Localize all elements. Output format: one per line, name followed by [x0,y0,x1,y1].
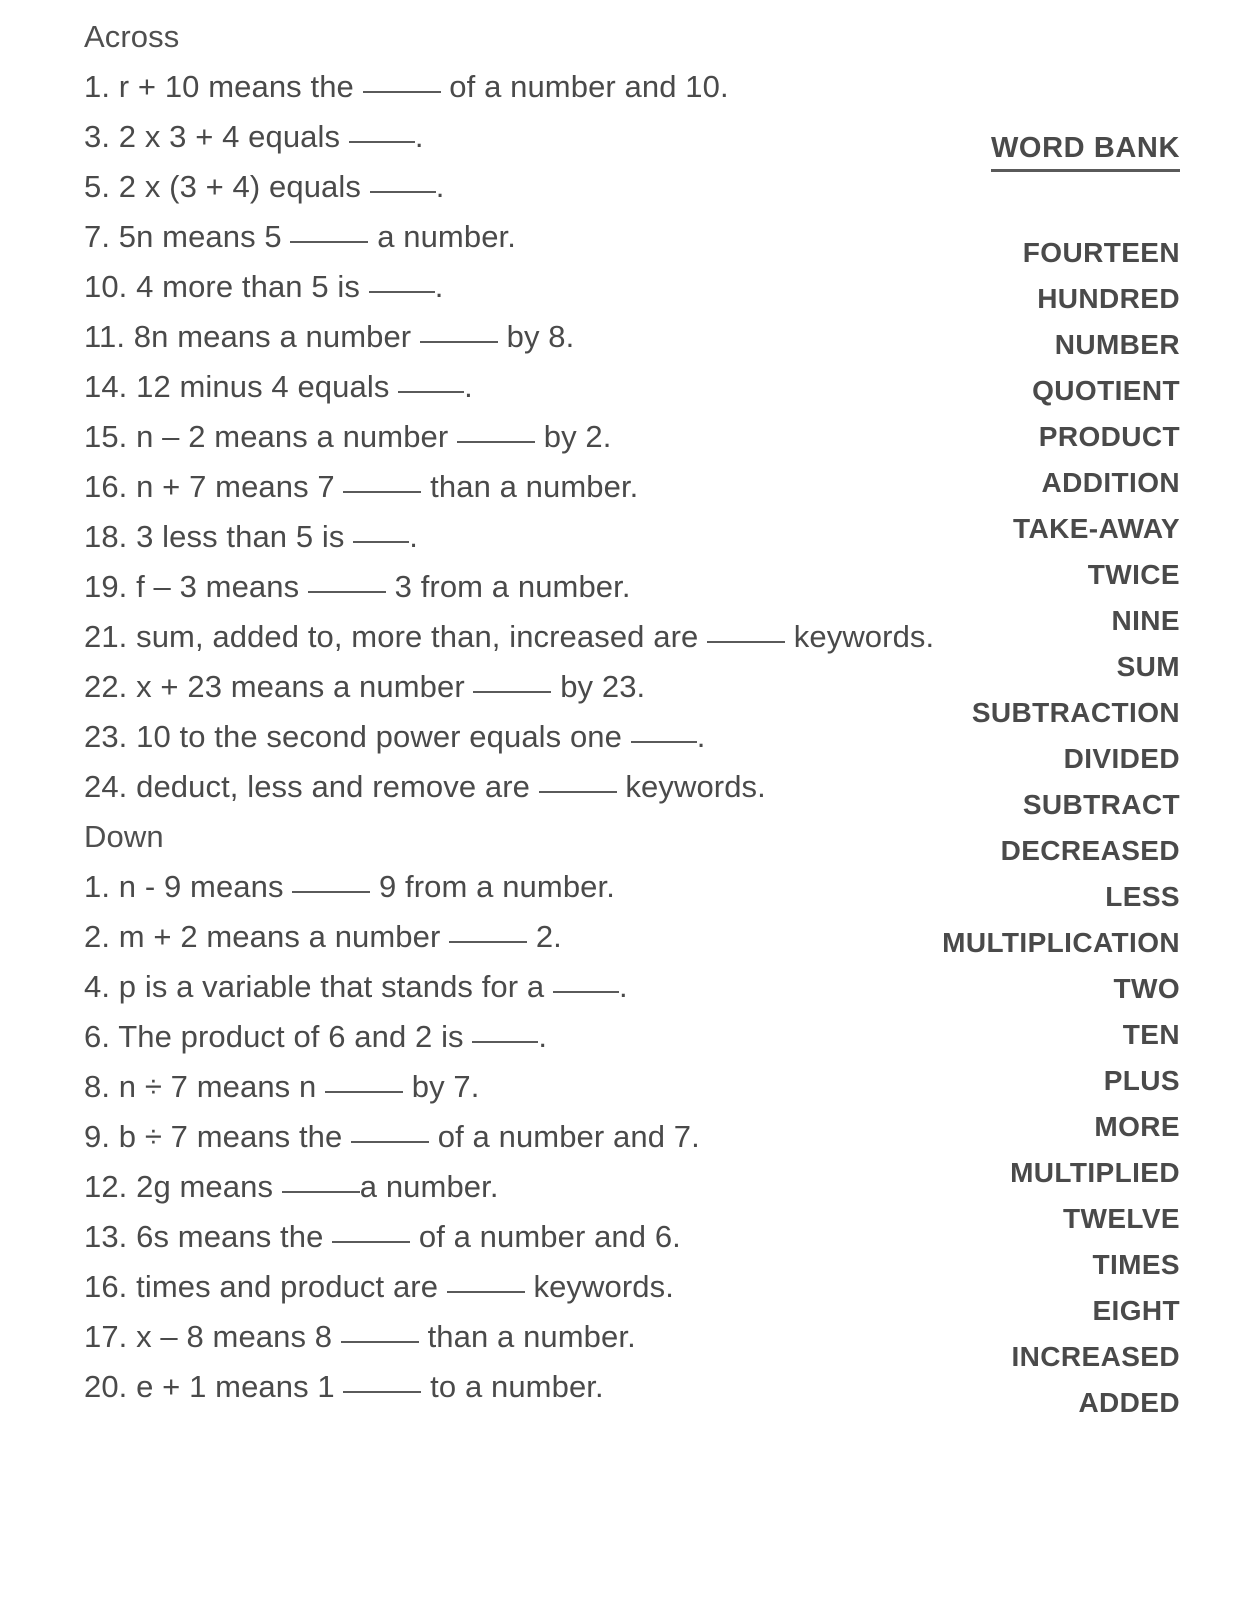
clue-text-after-blank: . [409,519,418,554]
word-bank-item[interactable]: MULTIPLICATION [942,927,1180,958]
clue-number: 6. [84,1019,111,1054]
clue-text-after-blank: . [696,719,706,754]
clue-across-11 [84,312,984,362]
clue-down-2 [84,912,984,962]
clue-text-after-blank: by 2. [535,419,612,454]
clue-down-9 [84,1112,984,1162]
answer-blank[interactable] [369,291,435,293]
word-bank [850,128,1180,1426]
word-bank-item[interactable]: TWELVE [1063,1203,1180,1234]
clue-number: 16. [84,469,128,504]
clue-text-after-blank: than a number. [418,1319,636,1354]
clue-text-after-blank: by 7. [403,1069,480,1104]
clue-across-1 [84,62,984,112]
clue-text-before-blank: sum, added to, more than, increased are [127,619,708,654]
word-bank-item[interactable]: TIMES [1092,1249,1180,1280]
word-bank-item[interactable]: MORE [1094,1111,1180,1142]
clue-text-before-blank: e + 1 means 1 [127,1369,344,1404]
clue-text-before-blank: 6s means the [127,1219,333,1254]
clue-text-after-blank: keywords. [524,1269,674,1304]
clue-across-7 [84,212,984,262]
word-bank-item[interactable]: PRODUCT [1038,421,1180,452]
clue-text-after-blank: . [538,1019,548,1054]
clue-across-15 [84,412,984,462]
answer-blank[interactable] [292,891,370,893]
clue-down-13 [84,1212,984,1262]
clue-across-3 [84,112,984,162]
word-bank-list [850,230,1180,1426]
clue-number: 13. [84,1219,128,1254]
clue-text-before-blank: x – 8 means 8 [127,1319,341,1354]
clue-text-after-blank: of a number and 10. [440,69,729,104]
clue-number: 12. [84,1169,128,1204]
clue-number: 22. [84,669,128,704]
answer-blank[interactable] [457,441,535,443]
answer-blank[interactable] [447,1291,525,1293]
word-bank-title: WORD BANK [991,128,1180,172]
clue-down-12 [84,1162,984,1212]
answer-blank[interactable] [539,791,617,793]
word-bank-item[interactable]: HUNDRED [1037,283,1180,314]
clue-across-5 [84,162,984,212]
answer-blank[interactable] [290,241,368,243]
clue-text-after-blank: keywords. [616,769,766,804]
clue-across-18 [84,512,984,562]
word-bank-item[interactable]: DECREASED [1000,835,1180,866]
answer-blank[interactable] [349,141,415,143]
clue-text-after-blank: keywords. [785,619,935,654]
clue-text-before-blank: f – 3 means [127,569,308,604]
clue-text-after-blank: of a number and 6. [410,1219,681,1254]
clue-text-before-blank: 12 minus 4 equals [127,369,399,404]
across-section-heading: Across [84,19,180,54]
word-bank-item[interactable]: MULTIPLIED [1010,1157,1180,1188]
clue-text-before-blank: 2g means [127,1169,282,1204]
answer-blank[interactable] [631,741,697,743]
clue-text-before-blank: m + 2 means a number [110,919,450,954]
word-bank-item[interactable]: SUBTRACT [1022,789,1180,820]
answer-blank[interactable] [363,91,441,93]
clue-text-before-blank: deduct, less and remove are [127,769,539,804]
across-clue-list [84,62,984,812]
clue-column [84,12,984,1412]
answer-blank[interactable] [308,591,386,593]
clue-number: 10. [84,269,128,304]
clue-text-before-blank: 5n means 5 [110,219,291,254]
word-bank-item[interactable]: NINE [1111,605,1180,636]
answer-blank[interactable] [343,1391,421,1393]
clue-text-after-blank: by 8. [497,319,575,354]
clue-down-4 [84,962,984,1012]
clue-number: 20. [84,1369,128,1404]
clue-text-before-blank: 8n means a number [125,319,420,354]
answer-blank[interactable] [353,541,409,543]
clue-across-23 [84,712,984,762]
clue-across-21 [84,612,984,662]
answer-blank[interactable] [398,391,464,393]
clue-number: 4. [84,969,111,1004]
clue-number: 5. [84,169,111,204]
clue-text-before-blank: 3 less than 5 is [127,519,354,554]
clue-text-after-blank: 2. [527,919,562,954]
clue-text-before-blank: 10 to the second power equals one [127,719,631,754]
word-bank-item[interactable]: FOURTEEN [1022,237,1180,268]
word-bank-item[interactable]: LESS [1105,881,1180,912]
answer-blank[interactable] [553,991,619,993]
word-bank-item[interactable]: TWICE [1087,559,1180,590]
clue-text-after-blank: to a number. [421,1369,604,1404]
clue-text-before-blank: r + 10 means the [110,69,363,104]
clue-across-10 [84,262,984,312]
clue-number: 23. [84,719,128,754]
clue-down-17 [84,1312,984,1362]
clue-number: 21. [84,619,128,654]
answer-blank[interactable] [473,691,551,693]
clue-number: 11. [84,319,126,354]
clue-down-6 [84,1012,984,1062]
clue-number: 1. [84,69,111,104]
clue-text-before-blank: times and product are [127,1269,447,1304]
answer-blank[interactable] [351,1141,429,1143]
clue-text-before-blank: n – 2 means a number [127,419,458,454]
clue-number: 7. [84,219,111,254]
answer-blank[interactable] [332,1241,410,1243]
answer-blank[interactable] [449,941,527,943]
word-bank-item[interactable]: PLUS [1103,1065,1180,1096]
clue-down-8 [84,1062,984,1112]
clue-text-before-blank: 4 more than 5 is [127,269,369,304]
clue-across-19 [84,562,984,612]
clue-text-before-blank: p is a variable that stands for a [110,969,553,1004]
clue-number: 3. [84,119,111,154]
word-bank-item[interactable]: TEN [1122,1019,1180,1050]
clue-number: 14. [84,369,128,404]
answer-blank[interactable] [707,641,785,643]
clue-number: 17. [84,1319,128,1354]
answer-blank[interactable] [370,191,436,193]
word-bank-item[interactable]: QUOTIENT [1032,375,1180,406]
word-bank-item[interactable]: SUBTRACTION [971,697,1180,728]
word-bank-item[interactable]: NUMBER [1054,329,1180,360]
answer-blank[interactable] [325,1091,403,1093]
word-bank-item[interactable]: DIVIDED [1063,743,1180,774]
answer-blank[interactable] [420,341,498,343]
clue-text-after-blank: of a number and 7. [429,1119,700,1154]
word-bank-item[interactable]: EIGHT [1092,1295,1180,1326]
word-bank-item[interactable]: ADDED [1078,1387,1180,1418]
clue-text-after-blank: . [464,369,473,404]
clue-number: 15. [84,419,128,454]
word-bank-item[interactable]: SUM [1116,651,1180,682]
clue-text-after-blank: . [618,969,628,1004]
word-bank-item[interactable]: TAKE-AWAY [1013,513,1180,544]
clue-text-before-blank: x + 23 means a number [127,669,474,704]
down-clue-list [84,862,984,1412]
clue-text-after-blank: . [414,119,424,154]
clue-number: 24. [84,769,128,804]
answer-blank[interactable] [472,1041,538,1043]
clue-across-16 [84,462,984,512]
clue-number: 8. [84,1069,111,1104]
clue-text-before-blank: The product of 6 and 2 is [110,1019,473,1054]
clue-text-before-blank: b ÷ 7 means the [110,1119,352,1154]
clue-text-after-blank: a number. [368,219,516,254]
answer-blank[interactable] [282,1191,360,1193]
clue-text-before-blank: 2 x (3 + 4) equals [110,169,370,204]
clue-text-before-blank: 2 x 3 + 4 equals [110,119,349,154]
answer-blank[interactable] [343,491,421,493]
clue-text-after-blank: a number. [359,1169,499,1204]
clue-text-after-blank: by 23. [551,669,646,704]
clue-text-before-blank: n - 9 means [110,869,293,904]
clue-across-22 [84,662,984,712]
clue-down-16 [84,1262,984,1312]
clue-text-after-blank: . [435,169,445,204]
clue-text-before-blank: n ÷ 7 means n [110,1069,326,1104]
clue-text-before-blank: n + 7 means 7 [127,469,344,504]
clue-number: 1. [84,869,111,904]
down-section-heading: Down [84,819,164,854]
clue-across-14 [84,362,984,412]
word-bank-item[interactable]: ADDITION [1041,467,1180,498]
clue-number: 19. [84,569,128,604]
word-bank-item[interactable]: INCREASED [1011,1341,1180,1372]
clue-text-after-blank: 3 from a number. [385,569,631,604]
clue-text-after-blank: than a number. [421,469,639,504]
clue-text-after-blank: 9 from a number. [370,869,615,904]
clue-down-20 [84,1362,984,1412]
answer-blank[interactable] [341,1341,419,1343]
clue-number: 18. [84,519,128,554]
clue-text-after-blank: . [434,269,444,304]
word-bank-item[interactable]: TWO [1113,973,1180,1004]
clue-down-1 [84,862,984,912]
clue-number: 2. [84,919,111,954]
clue-number: 16. [84,1269,128,1304]
clue-number: 9. [84,1119,111,1154]
clue-across-24 [84,762,984,812]
